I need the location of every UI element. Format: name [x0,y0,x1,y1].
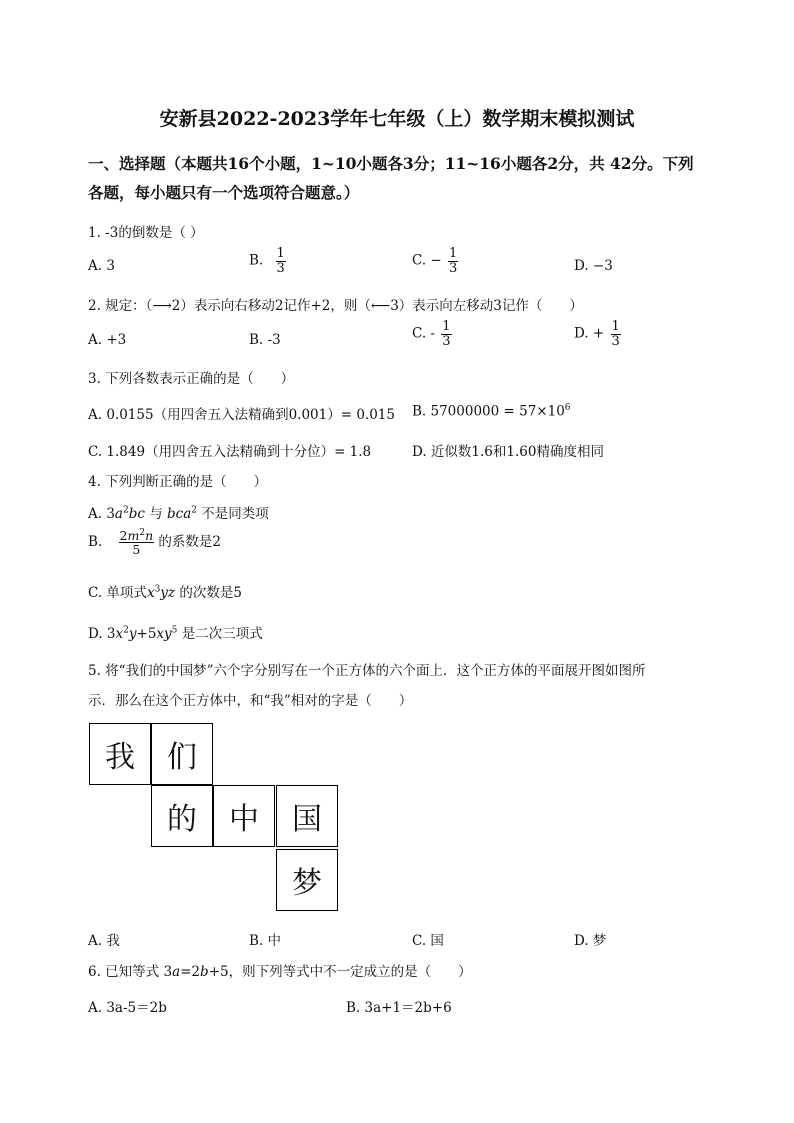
q4-option-c: C. 单项式$x^3yz$ 的次数是5 [88,584,242,601]
q1-option-a: A. 3 [88,258,115,274]
q1-option-c [412,247,458,275]
fraction-numerator: 1 [442,319,451,334]
question-1-stem: 1. -3的倒数是（ ） [88,225,204,241]
net-face-5: 国 [276,785,338,847]
net-face-1: 我 [89,723,151,785]
q6-option-a: A. 3a-5＝2b [88,1000,167,1016]
q2-option-c-fraction [441,320,451,348]
q2-option-d-label: D. + [574,325,605,342]
question-2-stem: 2. 规定：（⟶2）表示向右移动2记作+2，则（⟵3）表示向左移动3记作（ ） [88,298,583,314]
question-5-stem-line2: 示．那么在这个正方体中，和“我”相对的字是（ ） [88,693,413,709]
q3-option-b [412,403,571,420]
q5-option-a: A. 我 [88,933,120,949]
fraction-numerator: 1 [449,246,458,261]
q1-option-c-label: C. − [412,252,442,269]
q2-option-c-label: C. - [412,325,435,342]
q4-option-b-label: B. [88,534,103,551]
q4-option-a-label: A. 3 [88,506,115,522]
fraction-numerator: $2m^2n$ [119,528,154,544]
question-5-stem-line1: 5. 将“我们的中国梦”六个字分别写在一个正方体的六个面上．这个正方体的平面展开图如图所 [88,663,646,679]
q6-stem-suffix: +5，则下列等式中不一定成立的是（ ） [208,964,472,980]
q4-option-c-text: 的次数是5 [175,585,242,601]
q6-option-b: B. 3a+1＝2b+6 [346,1000,452,1016]
q5-option-b: B. 中 [249,933,282,949]
q6-stem-mid: =2 [180,964,201,980]
q1-option-b-label: B. [249,252,264,269]
q3-option-b-text: B. 57000000 = 57×10 [412,403,565,420]
q2-option-d-fraction [611,320,621,348]
fraction-denominator: 5 [119,542,155,556]
q4-option-d-label: D. 3 [88,626,116,642]
page-title: 安新县2022-2023学年七年级（上）数学期末模拟测试 [159,108,635,130]
q5-option-c: C. 国 [412,933,444,949]
question-6-stem: 6. 已知等式 3a=2b+5，则下列等式中不一定成立的是（ ） [88,964,472,980]
question-4-stem: 4. 下列判断正确的是（ ） [88,474,268,490]
fraction-numerator: 1 [276,246,285,261]
fraction-denominator: 3 [449,260,458,276]
q3-option-a: A. 0.0155（用四舍五入法精确到0.001）= 0.015 [88,407,395,423]
fraction-numerator: 1 [611,319,620,334]
section-header-line2: 各题，每小题只有一个选项符合题意。） [88,183,360,202]
q4-option-a-text: 不是同类项 [197,506,269,522]
q1-option-b-fraction [276,247,286,275]
q2-option-d [574,320,621,348]
q4-option-b-fraction [119,529,155,556]
q4-option-d-text: 是二次三项式 [177,626,263,642]
section-header-line1: 一、选择题（本题共16个小题，1~10小题各3分；11~16小题各2分，共 42分。下列 [88,154,694,173]
question-3-stem: 3. 下列各数表示正确的是（ ） [88,371,295,387]
q6-stem-prefix: 6. 已知等式 3 [88,964,173,980]
q4-option-a: A. $3a^2bc$ 与 bca$^2$ 不是同类项 [88,505,269,522]
q5-option-d: D. 梦 [574,933,607,949]
q4-option-b [88,529,221,556]
q1-option-b [249,247,286,275]
q2-option-b: B. -3 [249,332,281,348]
q4-option-c-label: C. 单项式 [88,585,147,601]
q4-option-a-connector: 与 [144,506,168,522]
fraction-denominator: 3 [442,333,451,349]
q2-option-a: A. +3 [88,332,127,348]
net-face-2: 们 [151,723,213,785]
net-face-3: 的 [151,785,213,847]
q3-option-d: D. 近似数1.6和1.60精确度相同 [412,444,604,460]
fraction-denominator: 3 [276,260,285,276]
q1-option-c-fraction [448,247,458,275]
q2-option-c [412,320,452,348]
q4-option-b-text: 的系数是2 [158,534,222,551]
exponent: 6 [564,403,571,413]
q1-option-d: D. −3 [574,258,613,274]
fraction-denominator: 3 [611,333,620,349]
q4-option-d: D. $3x^2y+5xy^5$ 是二次三项式 [88,625,263,642]
net-face-6: 梦 [276,849,338,911]
net-face-4: 中 [213,785,275,847]
q3-option-c: C. 1.849（用四舍五入法精确到十分位）= 1.8 [88,444,372,460]
